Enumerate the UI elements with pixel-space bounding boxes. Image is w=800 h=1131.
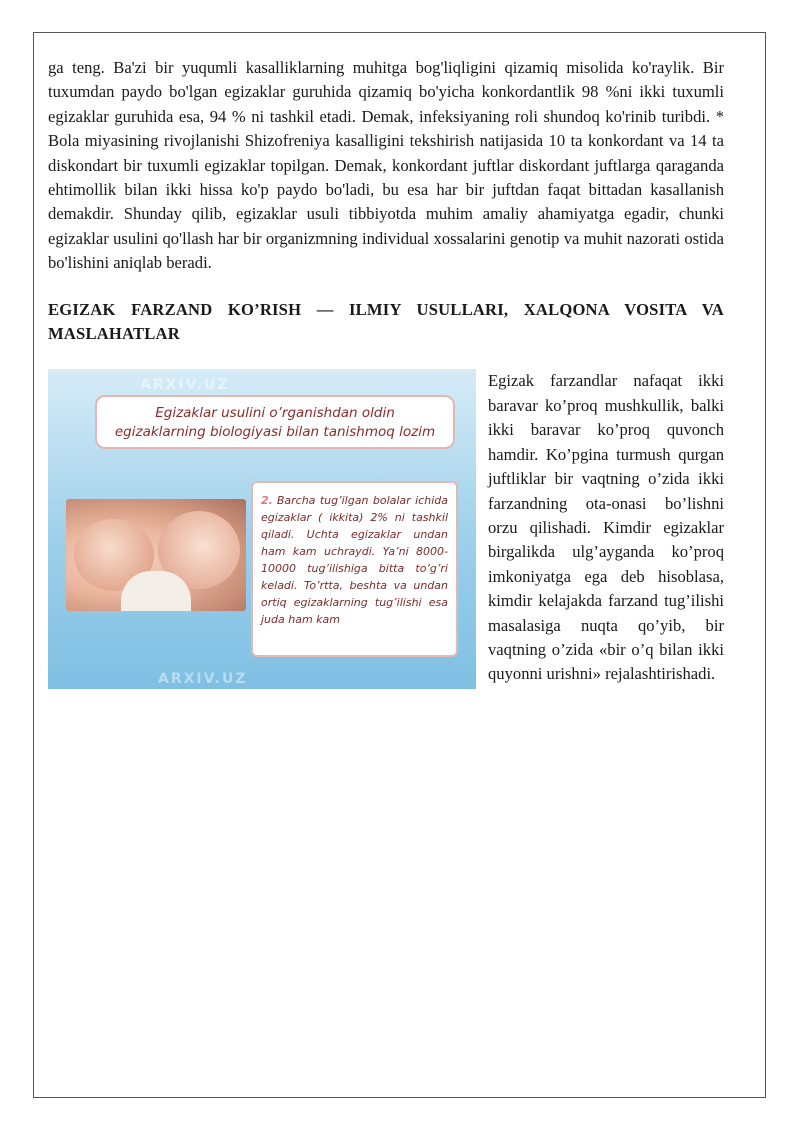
illustration-callout-side: [251, 481, 458, 657]
twins-illustration: [48, 369, 476, 689]
twins-photo: [66, 499, 246, 611]
watermark-top: ARXIV.UZ: [140, 377, 230, 394]
document-body: [48, 56, 724, 691]
blanket-image: [121, 571, 191, 611]
callout-top-line1: Egizaklar usulini o’rganishdan oldin: [155, 405, 395, 422]
section-heading: EGIZAK FARZAND KO’RISH — ILMIY USULLARI, XALQONA VOSITA VA MASLAHATLAR: [48, 299, 724, 344]
paragraph-twin-children: Egizak farzandlar nafaqat ikki baravar ko’proq mushkullik, balki ikki baravar ko’proq quvonch hamdir. Ko’pgina turmush qurgan juftliklar bir vaqtning o’zida ikki farzandning ota-onasi bo’lishni orzu qilishadi. Kimdir egizaklar birgalikda ulg’ayganda ko’proq imkoniyatga ega deb hisoblasa, kimdir kelajakda farzand tug’ilishi masalasiga nuqta qo’yib, bir vaqtning o’zida «bir o’q bilan ikki quyonni urishni» rejalashtirishadi.: [488, 371, 724, 684]
illustration-callout-top: [95, 395, 455, 449]
watermark-bottom: ARXIV.UZ: [158, 671, 248, 688]
paragraph-twin-method: ga teng. Ba'zi bir yuqumli kasalliklarning muhitga bog'liqligini qizamiq misolida ko'raylik. Bir tuxumdan paydo bo'lgan egizaklar guruhida qizamiq bo'yicha konkordantlik 98 %ni ikki tuxumli egizaklar guruhida esa, 94 % ni tashkil etadi. Demak, infeksiyaning roli shundoq ko'rinib turibdi. * Bola miyasining rivojlanishi Shizofreniya kasalligini tekshirish natijasida 10 ta konkordant va 14 ta diskondart bir tuxumli egizaklar topilgan. Demak, konkordant juftlar diskordant juftlarga qaraganda ehtimollik bilan ikki hissa ko'p paydo bo'ladi, bu esa har bir juftdan faqat bittadan kasallanish demakdir. Shunday qilib, egizaklar usuli tibbiyotda muhim amaliy ahamiyatga egadir, chunki egizaklar usulini qo'llash har bir organizmning individual xossalarini genotip va muhit nazorati ostida bo'lishini aniqlab beradi.: [48, 58, 724, 273]
figure-with-text: [48, 369, 724, 686]
callout-top-line2: egizaklarning biologiyasi bilan tanishmoq lozim: [114, 424, 436, 441]
callout-number: 2.: [261, 494, 273, 508]
callout-side-text: Barcha tug’ilgan bolalar ichida egizaklar ( ikkita) 2% ni tashkil qiladi. Uchta egizaklar undan ham kam uchraydi. Ya’ni 8000-10000 tug’ilishiga bitta to’g’ri keladi. To’rtta, beshta va undan ortiq egizaklarning tug’ilishi esa juda ham kam: [261, 494, 448, 627]
